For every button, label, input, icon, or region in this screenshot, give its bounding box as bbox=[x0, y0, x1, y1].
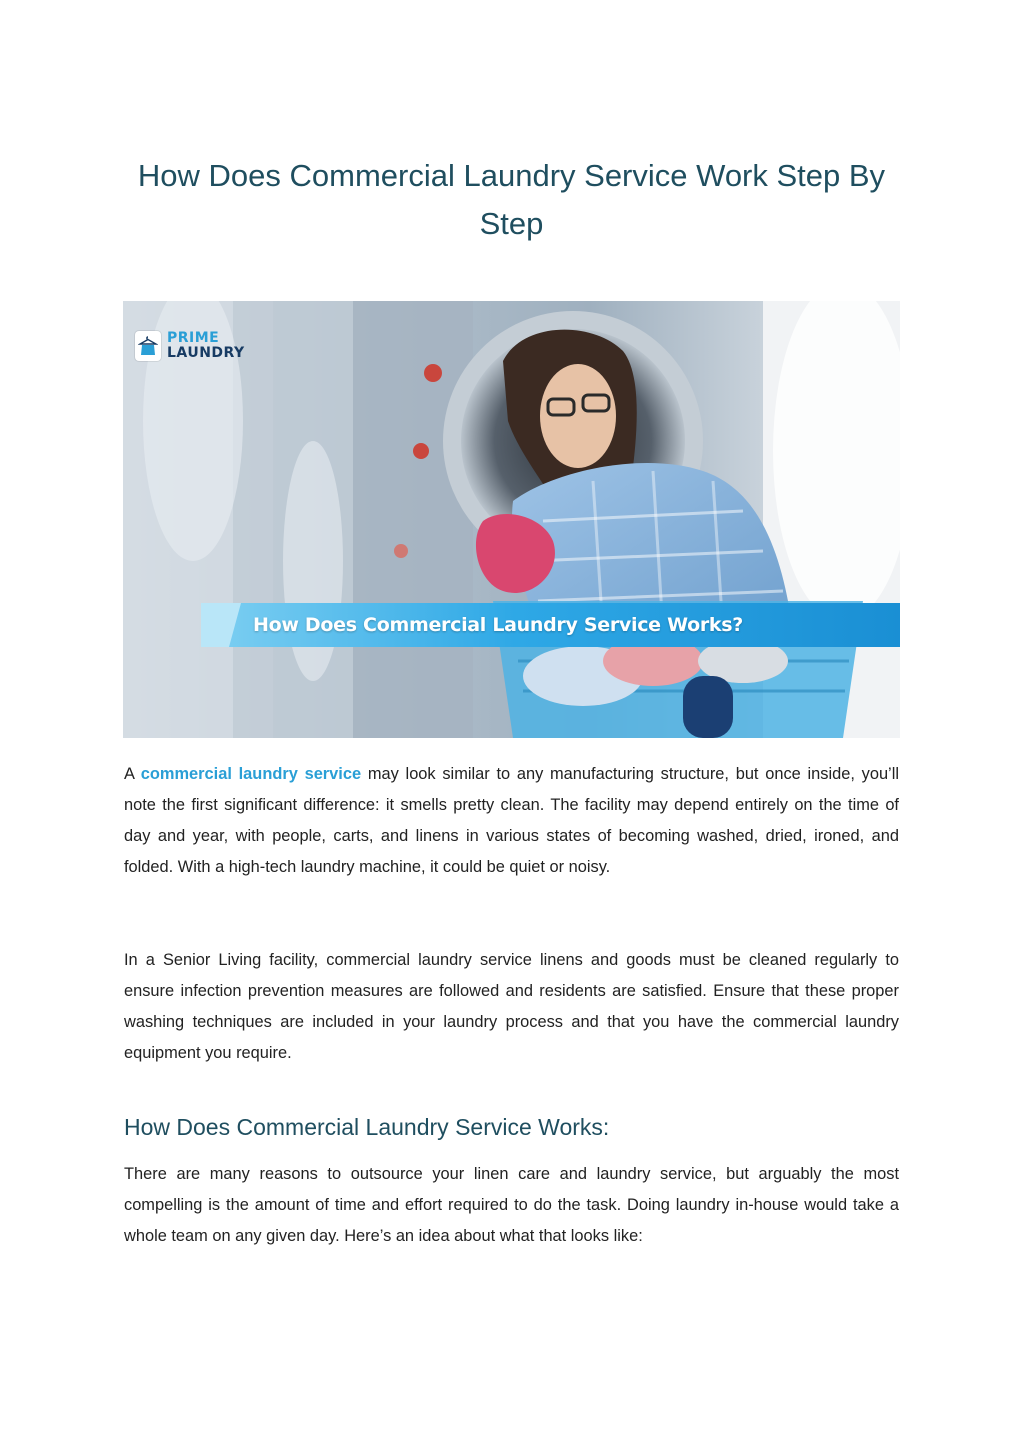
brand-logo bbox=[135, 331, 245, 361]
page-title: How Does Commercial Laundry Service Work Step By Step bbox=[137, 158, 886, 241]
shirt-hanger-icon bbox=[135, 331, 161, 361]
logo-line-prime: PRIME bbox=[167, 330, 220, 346]
banner-text: How Does Commercial Laundry Service Works? bbox=[253, 614, 743, 636]
commercial-laundry-service-link[interactable]: commercial laundry service bbox=[140, 765, 362, 783]
banner-accent bbox=[201, 603, 241, 647]
hero-photo-illustration bbox=[123, 301, 900, 738]
senior-living-paragraph: In a Senior Living facility, commercial laundry service linens and goods must be cleaned regularly to ensure infection prevention measures are followed and residents are satisfied. Ensure that these proper washing techniques are included in your laundry process and that you have the commercial laundry equipment you require. bbox=[124, 951, 899, 1062]
works-paragraph: There are many reasons to outsource your linen care and laundry service, but arguably the most compelling is the amount of time and effort required to do the task. Doing laundry in-house would take a whole team on any given day. Here’s an idea about what that looks like: bbox=[124, 1165, 899, 1245]
logo-line-laundry: LAUNDRY bbox=[167, 345, 245, 361]
intro-paragraph bbox=[124, 759, 899, 883]
intro-rest: may look similar to any manufacturing structure, but once inside, you’ll note the first significant difference: it smells pretty clean. The facility may depend entirely on the time of day and year, with people, carts, and linens in various states of becoming washed, dried, ironed, and folded. With a high-tech laundry machine, it could be quiet or noisy. bbox=[124, 765, 899, 876]
intro-prefix: A bbox=[124, 765, 135, 783]
hero-banner bbox=[201, 603, 900, 647]
hero-image bbox=[123, 301, 900, 738]
section-heading: How Does Commercial Laundry Service Works: bbox=[124, 1114, 610, 1140]
